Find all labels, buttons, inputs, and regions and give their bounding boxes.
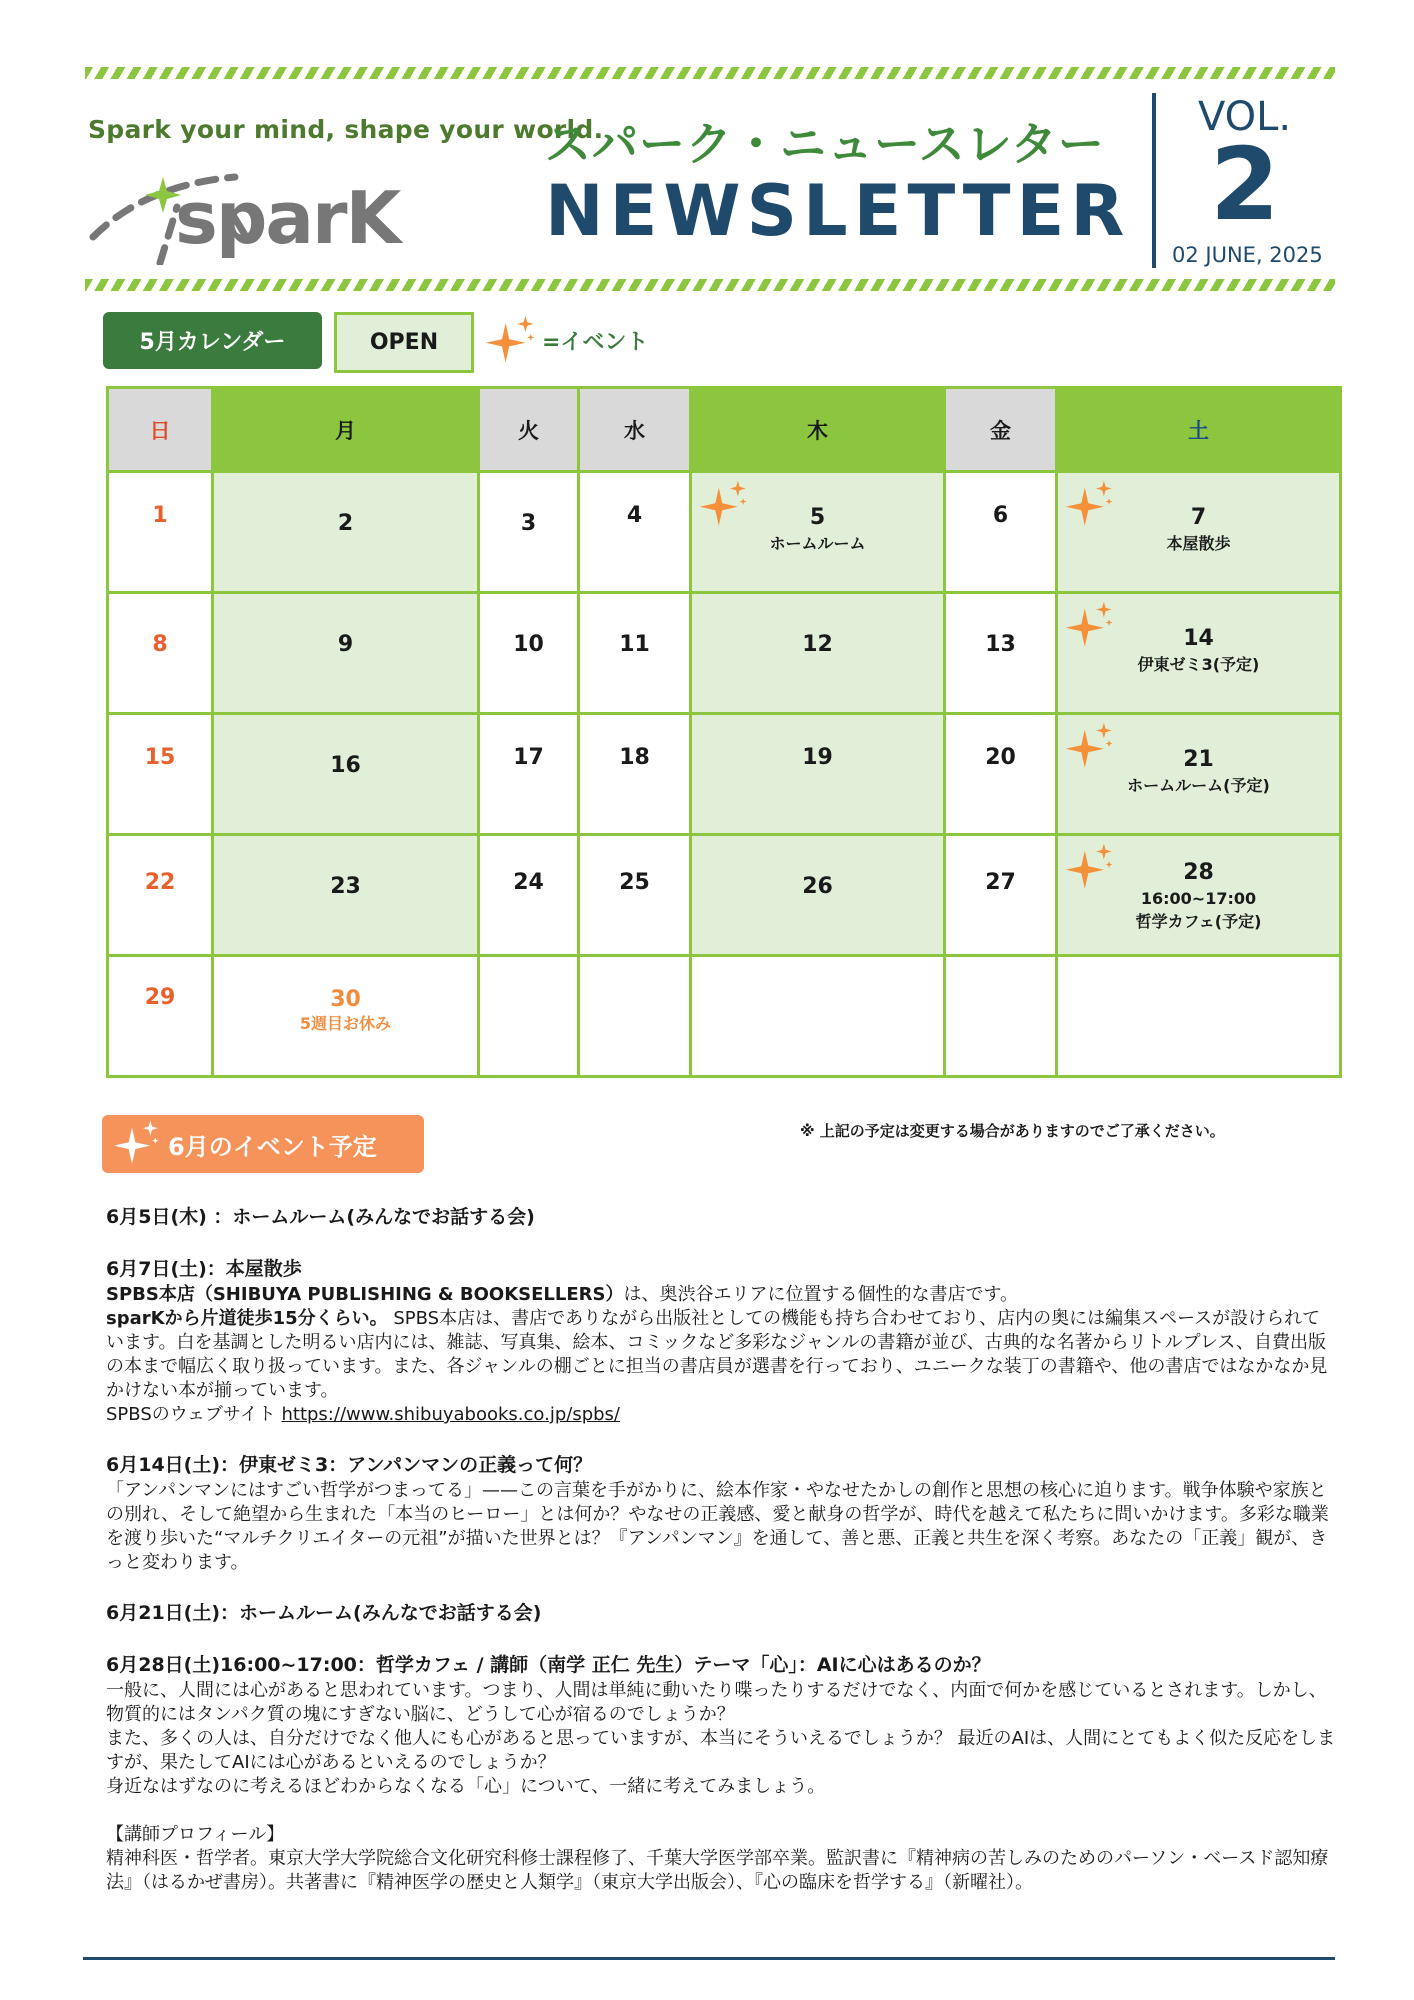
calendar-day: 26 (691, 835, 945, 956)
calendar-day: 11 (579, 593, 691, 714)
calendar-day: 1 (108, 472, 213, 593)
footer-divider (83, 1957, 1335, 1960)
calendar-day: 27 (945, 835, 1057, 956)
event-body: 「アンパンマンにはすごい哲学がつまってる」——この言葉を手がかりに、絵本作家・やなせたかしの創作と思想の核心に迫ります。戦争体験や家族との別れ、そして絶望から生まれた「本当のヒーロー」とは何か？やなせの正義感、愛と献身の哲学が、時代を越えて私たちに問いかけます。多彩な職業を渡り歩いた“マルチクリエイターの元祖”が描いた世界とは？『アンパンマン』を通して、善と悪、正義と共生を深く考察。あなたの「正義」観が、きっと変わります。 (106, 1480, 1329, 1573)
calendar-day: 28 16:00~17:00 哲学カフェ(予定) (1057, 835, 1341, 956)
weekday-mon: 月 (213, 388, 479, 472)
event-legend-text: =イベント (542, 330, 649, 355)
event-title: 6月5日(木) ：ホームルーム(みんなでお話する会) (106, 1206, 535, 1228)
june-events-banner (102, 1115, 424, 1173)
event-body: 身近なはずなのに考えるほどわからなくなる「心」について、一緒に考えてみましょう。 (106, 1776, 826, 1797)
calendar-day: 18 (579, 714, 691, 835)
event-body: 一般に、人間には心があると思われています。つまり、人間は単純に動いたり喋ったりするだけでなく、内面で何かを感じているとされます。しかし、物質的にはタンパク質の塊にすぎない脳に、どうして心が宿るのでしょうか？ (106, 1680, 1327, 1725)
weekday-sun: 日 (108, 388, 213, 472)
calendar-day: 5 ホームルーム (691, 472, 945, 593)
calendar-day: 7 本屋散歩 (1057, 472, 1341, 593)
event-title: 6月7日(土)：本屋散歩 (106, 1258, 302, 1280)
calendar-day: 10 (479, 593, 579, 714)
spbs-website-link[interactable]: https://www.shibuyabooks.co.jp/spbs/ (281, 1404, 620, 1425)
calendar-day: 22 (108, 835, 213, 956)
calendar-day: 15 (108, 714, 213, 835)
sparkle-icon (698, 479, 750, 531)
profile-body: 精神科医・哲学者。東京大学大学院総合文化研究科修士課程修了、千葉大学医学部卒業。監訳書に『精神病の苦しみのためのパーソン・ベースド認知療法』（はるかぜ書房）。共著書に『精神医学の歴史と人類学』（東京大学出版会）、『心の臨床を哲学する』（新曜社）。 (106, 1848, 1329, 1893)
event-body: また、多くの人は、自分だけでなく他人にも心があると思っていますが、本当にそういえるでしょうか？ 最近のAIは、人間にとてもよく似た反応をしますが、果たしてAIには心があるといえるのでしょうか？ (106, 1728, 1336, 1773)
calendar-day: 4 (579, 472, 691, 593)
sparkle-icon (1064, 842, 1116, 894)
bottom-stripe-divider (85, 279, 1335, 291)
sparkle-icon (112, 1119, 162, 1169)
profile-heading: 【講師プロフィール】 (106, 1824, 285, 1845)
calendar-day (945, 956, 1057, 1077)
june-events-banner-text: 6月のイベント予定 (168, 1132, 377, 1161)
calendar-day: 25 (579, 835, 691, 956)
event-title: 6月28日(土)16:00~17:00：哲学カフェ / 講師（南学 正仁 先生）テーマ「心」：AIに心はあるのか？ (106, 1654, 991, 1676)
sparkle-icon (1064, 600, 1116, 652)
header-divider (1152, 93, 1156, 268)
may-calendar (106, 386, 1342, 1078)
weekday-fri: 金 (945, 388, 1057, 472)
june-events-list (106, 1203, 1336, 1895)
volume-number: 2 (1210, 126, 1280, 243)
sparkle-icon (1064, 721, 1116, 773)
weekday-wed: 水 (579, 388, 691, 472)
calendar-day: 16 (213, 714, 479, 835)
calendar-week (108, 472, 1341, 593)
sparkle-icon (484, 314, 538, 368)
spark-logo-text: sparK (175, 176, 400, 260)
sparkle-icon (1064, 479, 1116, 531)
volume-label: VOL. (1198, 94, 1292, 140)
calendar-day (1057, 956, 1341, 1077)
calendar-day (691, 956, 945, 1077)
open-legend: OPEN (334, 312, 474, 373)
calendar-day: 17 (479, 714, 579, 835)
event-body: SPBSのウェブサイト https://www.shibuyabooks.co.jp/spbs/ (106, 1404, 620, 1425)
calendar-day: 30 5週目お休み (213, 956, 479, 1077)
calendar-week (108, 593, 1341, 714)
calendar-day: 20 (945, 714, 1057, 835)
calendar-day: 2 (213, 472, 479, 593)
calendar-day: 13 (945, 593, 1057, 714)
calendar-day: 8 (108, 593, 213, 714)
calendar-day: 29 (108, 956, 213, 1077)
calendar-week (108, 835, 1341, 956)
schedule-change-note: ※ 上記の予定は変更する場合がありますのでご了承ください。 (800, 1122, 1225, 1140)
calendar-day: 3 (479, 472, 579, 593)
newsletter-title-jp: スパーク・ニュースレター (545, 117, 1105, 171)
calendar-day (479, 956, 579, 1077)
calendar-label: 5月カレンダー (103, 312, 322, 369)
newsletter-title-en: NEWSLETTER (545, 170, 1131, 252)
event-body: SPBS本店（SHIBUYA PUBLISHING & BOOKSELLERS）は、奥渋谷エリアに位置する個性的な書店です。 (106, 1284, 1019, 1305)
event-legend (484, 312, 648, 369)
event-title: 6月14日(土)：伊東ゼミ3：アンパンマンの正義って何？ (106, 1454, 593, 1476)
event-title: 6月21日(土)：ホームルーム(みんなでお話する会) (106, 1602, 542, 1624)
top-stripe-divider (85, 67, 1335, 79)
weekday-thu: 木 (691, 388, 945, 472)
issue-date: 02 JUNE, 2025 (1172, 243, 1323, 267)
event-body: sparKから片道徒歩15分くらい。 SPBS本店は、書店でありながら出版社としての機能も持ち合わせており、店内の奥には編集スペースが設けられています。白を基調とした明るい店内には、雑誌、写真集、絵本、コミックなど多彩なジャンルの書籍が並び、古典的な名著からリトルプレス、自費出版の本まで幅広く取り扱っています。また、各ジャンルの棚ごとに担当の書店員が選書を行っており、ユニークな装丁の書籍や、他の書店ではなかなか見かけない本が揃っています。 (106, 1308, 1328, 1401)
calendar-day: 14 伊東ゼミ3(予定) (1057, 593, 1341, 714)
calendar-week (108, 956, 1341, 1077)
calendar-day: 12 (691, 593, 945, 714)
calendar-day: 24 (479, 835, 579, 956)
calendar-day (579, 956, 691, 1077)
tagline: Spark your mind, shape your world. (88, 115, 604, 144)
weekday-header-row (108, 388, 1341, 472)
calendar-day: 19 (691, 714, 945, 835)
calendar-day: 21 ホームルーム(予定) (1057, 714, 1341, 835)
weekday-sat: 土 (1057, 388, 1341, 472)
weekday-tue: 火 (479, 388, 579, 472)
calendar-week (108, 714, 1341, 835)
calendar-day: 9 (213, 593, 479, 714)
calendar-day: 23 (213, 835, 479, 956)
calendar-day: 6 (945, 472, 1057, 593)
